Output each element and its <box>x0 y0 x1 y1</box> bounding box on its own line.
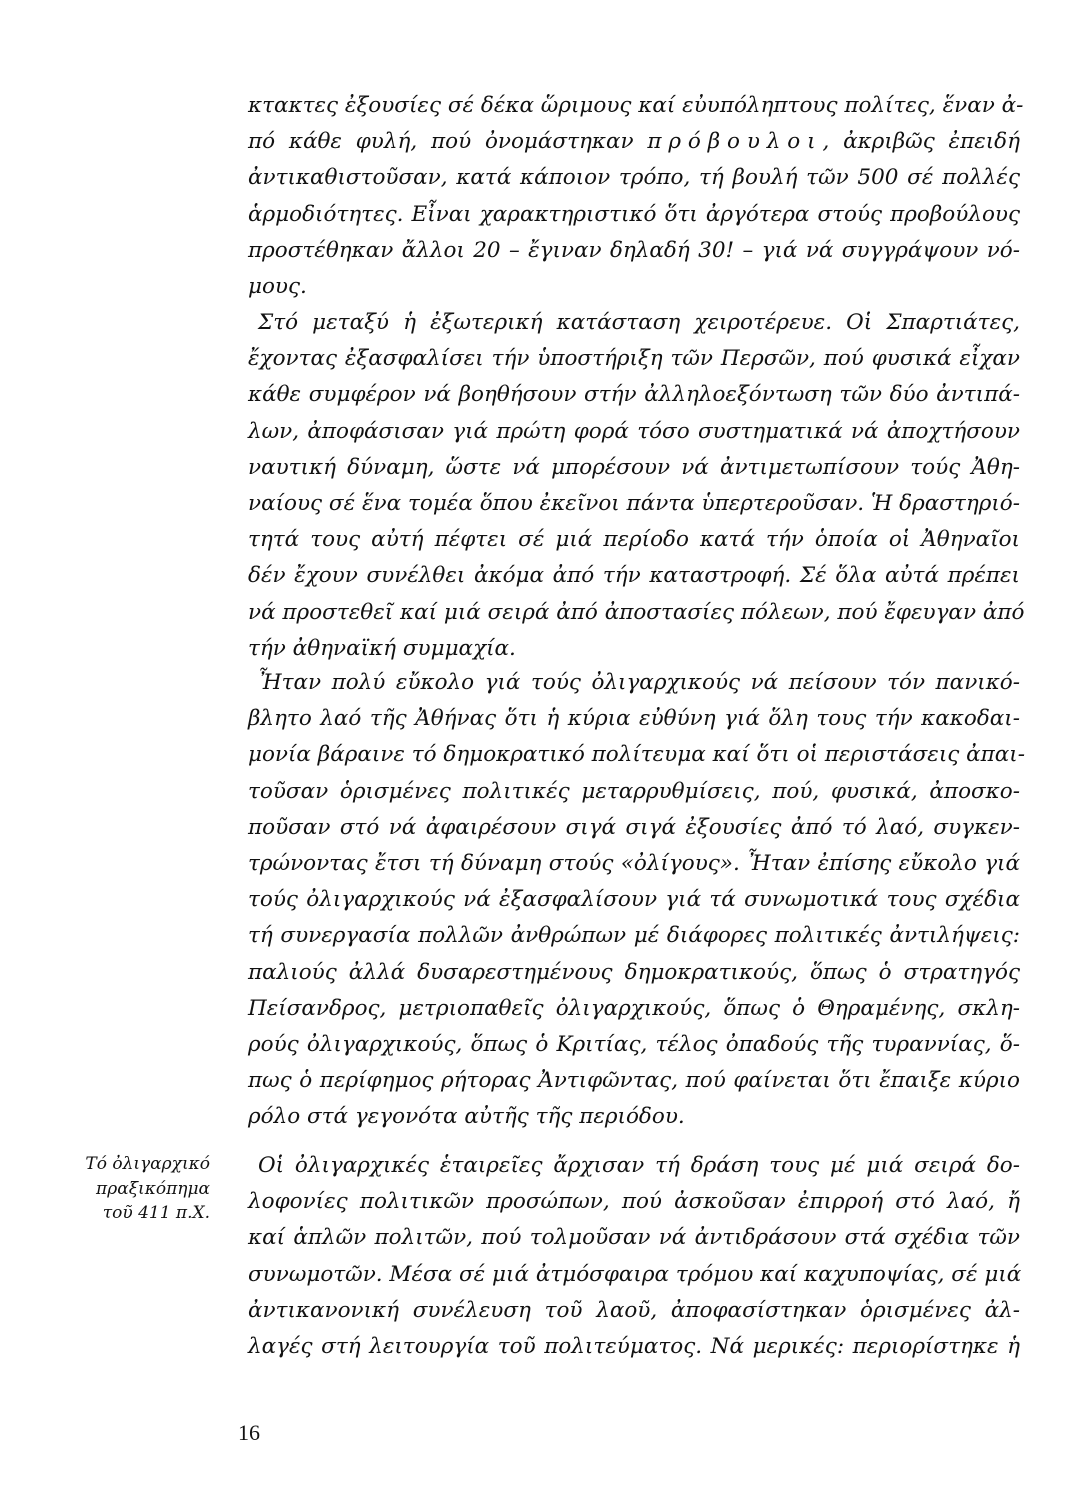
margin-note <box>62 1152 210 1226</box>
text-line: βλητο λαό τῆς Ἀθήνας ὅτι ἡ κύρια εὐθύνη γιά ὅλη τους τήν κακοδαι- <box>248 706 1020 732</box>
paragraph-1 <box>248 88 1024 305</box>
text-line: λων, ἀποφάσισαν γιά πρώτη φορά τόσο συστηματικά νά ἀποχτήσουν <box>248 418 1020 444</box>
text-line: νά προστεθεῖ καί μιά σειρά ἀπό ἀποστασίες πόλεων, πού ἔφευγαν ἀπό <box>248 599 1025 625</box>
text-line: ἀντικαθιστοῦσαν, κατά κάποιον τρόπο, τή βουλή τῶν 500 σέ πολλές <box>248 165 1020 191</box>
text-line: ἁρμοδιότητες. Εἶναι χαρακτηριστικό ὅτι ἀργότερα στούς προβούλους <box>248 201 1020 227</box>
text-line: δέν ἔχουν συνέλθει ἀκόμα ἀπό τήν καταστροφή. Σέ ὅλα αὐτά πρέπει <box>248 563 1020 589</box>
text-line: λοφονίες πολιτικῶν προσώπων, πού ἀσκοῦσαν ἐπιρροή στό λαό, ἤ <box>248 1189 1020 1215</box>
text-line: Στό μεταξύ ἡ ἐξωτερική κατάσταση χειροτέρευε. Οἱ Σπαρτιάτες, <box>258 310 1020 335</box>
text-line: ναυτική δύναμη, ὥστε νά μπορέσουν νά ἀντιμετωπίσουν τούς Ἀθη- <box>248 454 1020 480</box>
text-line: πό κάθε φυλή, πού ὀνομάστηκαν πρόβουλοι, ἀκριβῶς ἐπειδή <box>248 129 1021 155</box>
page-number: 16 <box>238 1420 260 1445</box>
paragraph-4 <box>248 1148 1020 1365</box>
text-line: τητά τους αὐτή πέφτει σέ μιά περίοδο κατά τήν ὁποία οἱ Ἀθηναῖοι <box>248 527 1020 553</box>
text-line: συνωμοτῶν. Μέσα σέ μιά ἀτμόσφαιρα τρόμου καί καχυποψίας, σέ μιά <box>248 1261 1022 1287</box>
text-line: ἔχοντας ἐξασφαλίσει τήν ὑποστήριξη τῶν Περσῶν, πού φυσικά εἶχαν <box>248 346 1020 372</box>
text-line: λαγές στή λειτουργία τοῦ πολιτεύματος. Νά μερικές: περιορίστηκε ἡ <box>248 1334 1020 1360</box>
margin-note-line: τοῦ 411 π.Χ. <box>102 1203 210 1223</box>
text-line: ἀντικανονική συνέλευση τοῦ λαοῦ, ἀποφασίστηκαν ὁρισμένες ἀλ- <box>248 1297 1020 1323</box>
text-line: ποῦσαν στό νά ἀφαιρέσουν σιγά σιγά ἐξουσίες ἀπό τό λαό, συγκεν- <box>248 814 1020 840</box>
margin-note-line: Τό ὀλιγαρχικό <box>85 1154 210 1174</box>
text-line: τοῦσαν ὁρισμένες πολιτικές μεταρρυθμίσεις, πού, φυσικά, ἀποσκο- <box>248 778 1020 804</box>
text-line: τήν ἀθηναϊκή συμμαχία. <box>248 635 516 661</box>
text-line: Ἦταν πολύ εὔκολο γιά τούς ὀλιγαρχικούς νά πείσουν τόν πανικό- <box>258 670 1020 695</box>
text-line: τή συνεργασία πολλῶν ἀνθρώπων μέ διάφορες πολιτικές ἀντιλήψεις: <box>248 923 1020 949</box>
text-line: κάθε συμφέρον νά βοηθήσουν στήν ἀλληλοεξόντωση τῶν δύο ἀντιπά- <box>248 382 1020 408</box>
text-line: πως ὁ περίφημος ρήτορας Ἀντιφῶντας, πού φαίνεται ὅτι ἔπαιξε κύριο <box>248 1068 1020 1094</box>
text-line: Πείσανδρος, μετριοπαθεῖς ὀλιγαρχικούς, ὅπως ὁ Θηραμένης, σκλη- <box>248 995 1020 1021</box>
text-line: τούς ὀλιγαρχικούς νά ἐξασφαλίσουν γιά τά συνωμοτικά τους σχέδια <box>248 887 1020 913</box>
text-line: τρώνοντας ἔτσι τή δύναμη στούς «ὀλίγους». Ἦταν ἐπίσης εὔκολο γιά <box>248 851 1020 877</box>
text-line: ρούς ὀλιγαρχικούς, ὅπως ὁ Κριτίας, τέλος ὀπαδούς τῆς τυραννίας, ὅ- <box>248 1032 1020 1058</box>
text-line: παλιούς ἀλλά δυσαρεστημένους δημοκρατικούς, ὅπως ὁ στρατηγός <box>248 959 1020 985</box>
text-line: προστέθηκαν ἄλλοι 20 – ἔγιναν δηλαδή 30! – γιά νά συγγράψουν νό- <box>248 237 1020 263</box>
emphasized-term: πρόβουλοι <box>647 129 823 155</box>
text-line: Οἱ ὀλιγαρχικές ἑταιρεῖες ἄρχισαν τή δράση τους μέ μιά σειρά δο- <box>258 1153 1020 1178</box>
text-line: καί ἁπλῶν πολιτῶν, πού τολμοῦσαν νά ἀντιδράσουν στά σχέδια τῶν <box>248 1225 1020 1251</box>
text-line: ρόλο στά γεγονότα αὐτῆς τῆς περιόδου. <box>248 1104 685 1130</box>
paragraph-2 <box>248 305 1025 667</box>
paragraph-3 <box>248 665 1025 1136</box>
text-line: μους. <box>248 274 307 300</box>
text-line: μονία βάραινε τό δημοκρατικό πολίτευμα καί ὅτι οἱ περιστάσεις ἀπαι- <box>248 742 1025 768</box>
text-line: κτακτες ἐξουσίες σέ δέκα ὥριμους καί εὐυπόληπτους πολίτες, ἕναν ἀ- <box>248 93 1024 118</box>
text-line: ναίους σέ ἕνα τομέα ὅπου ἐκεῖνοι πάντα ὑπερτεροῦσαν. Ἡ δραστηριό- <box>248 491 1020 517</box>
margin-note-line: πραξικόπημα <box>96 1178 210 1199</box>
